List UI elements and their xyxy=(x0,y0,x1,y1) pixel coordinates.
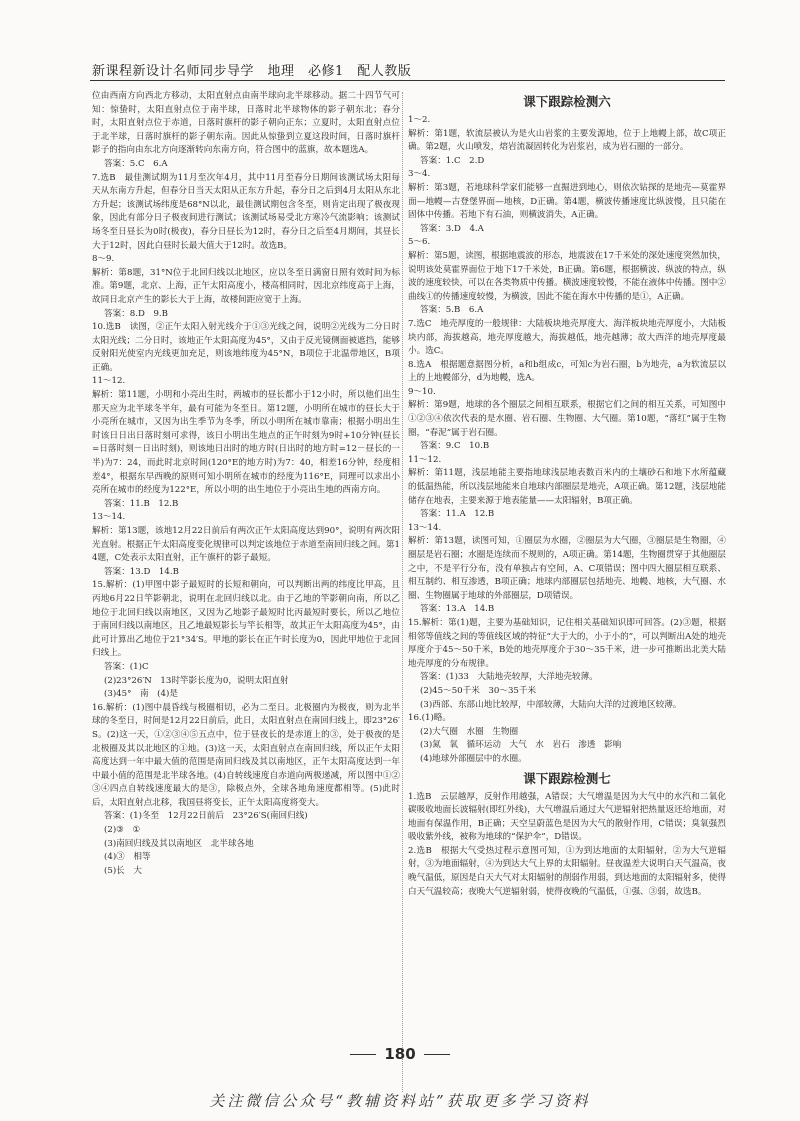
paragraph: (3)45° 南 (4)是 xyxy=(104,689,178,700)
paragraph: 5～6. xyxy=(408,237,431,248)
paragraph: 解析：第11题，小明和小亮出生时，两城市的昼长都小于12小时，所以他们出生那天应为北半球冬半年，最有可能为冬至日。第12题，小明所在城市的昼长大于小亮所在城市，又因为出生季节为冬季，所以小明所在城市靠南；根据小明出生时该日日出日落时刻可求得，该日小明出生地点的正午时刻为9时+10分钟(昼长=日落时刻－日出时刻)，则该地日出时的地方时(日出时的地方时=12－昼长的一半)为7：24，而此时北京时间(120°E的地方时)为7：40，相差16分钟，经度相差4°，根据东早西晚的原则可知小明所在城市的经度为116°E，同理可以求出小亮所在城市的经度为122°E，所以小明的出生地位于小亮出生地的西南方向。 xyxy=(92,390,400,496)
footer-note: 关注微信公众号“教辅资料站”获取更多学习资料 xyxy=(209,1092,591,1110)
paragraph: (3)氮 氧 循环运动 大气 水 岩石 渗透 影响 xyxy=(420,740,622,751)
section-six-body xyxy=(408,114,726,767)
right-column xyxy=(408,90,726,899)
paragraph: 答案：13.D 14.B xyxy=(104,566,179,577)
paragraph: 解析：第5题，读图，根据地震波的形态，地震波在17千米处的深处速度突然加快，说明该处莫霍界面位于地下17千米处，B正确。第6题，根据横波、纵波的特点，纵波的速度较快，可以在各类物质中传播。横波速度较慢，不能在液体中传播。图中②曲线①的传播速度较慢，为横波，因此不能在海水中传播的是①，A正确。 xyxy=(408,250,726,302)
paragraph: 答案：8.D 9.B xyxy=(104,308,168,319)
paragraph: 1～2. xyxy=(408,115,431,125)
paragraph: 13～14. xyxy=(92,512,126,523)
running-header: 新课程新设计名师同步导学 地理 必修1 配人教版 xyxy=(92,64,412,79)
paragraph: 16.解析：(1)图中晨昏线与极圈相切，必为二至日。北极圈内为极夜，则为北半球的冬至日，时间是12月22日前后，此日，太阳直射点在南回归线上，即23°26′S。(2)这一天，①②③④⑤五点中，位于昼夜长的是赤道上的③，处于极夜的是北极圈及其以北地区的①地。(3)这一天，太阳直射点在南回归线，所以正午太阳高度达到一年中最大值的范围是南回归线及其以南地区，正午太阳高度达到一年中最小值的范围是北半球各地。(4)自转线速度自赤道向两极递减，所以图中①②③④四点自转线速度最大的是③，除极点外，全球各地角速度都相等。(5)此时后，太阳直射点北移，我国昼将变长，正午太阳高度将变大。 xyxy=(92,702,400,808)
paragraph: 答案：(1)冬至 12月22日前后 23°26′S(南回归线) xyxy=(104,811,308,822)
paragraph: (2)45～50千米 30～35千米 xyxy=(420,685,537,696)
paragraph: 答案：5.B 6.A xyxy=(420,305,484,316)
paragraph: 答案：11.A 12.B xyxy=(420,509,495,520)
paragraph: 15.解析：第(1)题，主要为基础知识，记住相关基础知识即可回答。(2)③题，根据相邻等值线之间的等值线区域的特征“大于大的，小于小的”，可以判断出A处的地壳厚度介于45～50千米，B处的地壳厚度介于30～35千米，进一步可推断出北美大陆地壳厚度的分布规律。 xyxy=(408,617,726,669)
paragraph: 解析：第3题，若地球科学家们能够一直掘进到地心，则依次钻探的是地壳—莫霍界面—地幔—古登堡界面—地核，D正确。第4题，横波传播速度比纵波慢，且只能在固体中传播。若地下有石油，则横波消失，A正确。 xyxy=(408,182,726,221)
paragraph: 答案：11.B 12.B xyxy=(104,498,179,509)
paragraph: 答案：1.C 2.D xyxy=(420,155,485,166)
paragraph: 11～12. xyxy=(408,454,442,465)
paragraph: 10.选B 读图，②正午太阳入射光线介于①③光线之间，说明②光线为二分日时太阳光线；二分日时，该地正午太阳高度为45°，又由于反光镜侧面被遮挡，能够反射阳光使室内光线更加充足，则该地纬度为45°N，B项位于北温带地区，B项正确。 xyxy=(92,322,400,373)
paragraph: 解析：第1题，软流层被认为是火山岩浆的主要发源地，位于上地幔上部，故C项正确。第2题，火山喷发，熔岩流凝固转化为岩浆岩，成为岩石圈的一部分。 xyxy=(408,128,726,153)
paragraph: 答案：(1)33 大陆地壳较厚，大洋地壳较薄。 xyxy=(420,672,598,683)
paragraph: (4)③ 相等 xyxy=(104,852,151,863)
paragraph: 解析：第13题，读图可知，①圈层为水圈，②圈层为大气圈，③圈层是生物圈，④圈层是岩石圈；水圈是连续而不规则的，A项正确。第14题，生物圈贯穿于其他圈层之中，不是平行分布，没有单独占有空间，A、C项错误；图中四大圈层相互联系、相互制约、相互渗透，B项正确；地球内部圈层包括地壳、地幔、地核，大气圈、水圈、生物圈属于地球的外部圈层，D项错误。 xyxy=(408,536,726,601)
paragraph: (4)地球外部圈层中的水圈。 xyxy=(420,753,527,764)
paragraph: 位由西南方向西北方移动，太阳直射点由南半球向北半球移动。据二十四节气可知：惊蛰时，太阳直射点位于南半球，日落时北半球物体的影子朝东北；春分时，太阳直射点位于赤道，日落时旗杆的影子朝向正东；立夏时，太阳直射点位于北半球，日落时旗杆的影子朝东南。因此从惊蛰到立夏这段时间，日落时旗杆影子的指向由东北方向逐渐转向东南方向，符合图中的蓝旗，故本题选A。 xyxy=(92,91,400,156)
paragraph: 答案：3.D 4.A xyxy=(420,223,484,234)
paragraph: (2)23°26′N 13时竿影长度为0，说明太阳直射 xyxy=(104,675,289,686)
paragraph: 解析：第8题，31°N位于北回归线以北地区，应以冬至日满窗日照有效时间为标准。第9题，北京、上海，正午太阳高度小，楼高相同时，因北京纬度高于上海，故同日北京产生的影长大于上海，故楼间距应宽于上海。 xyxy=(92,267,400,305)
section-title-six: 课下跟踪检测六 xyxy=(523,94,611,109)
page-number: 180 xyxy=(0,1045,800,1063)
column-divider xyxy=(402,92,403,1092)
paragraph: 解析：第9题，地球的各个圈层之间相互联系，根据它们之间的相互关系，可知图中①②③④依次代表的是水圈、岩石圈、生物圈、大气圈。第10题，“落红”属于生物圈，“春泥”属于岩石圈。 xyxy=(408,400,726,438)
paragraph: (2)③ ① xyxy=(104,825,141,836)
paragraph: 1.选B 云层越厚，反射作用越强，A错误；大气增温是因为大气中的水汽和二氧化碳吸收地面长波辐射(即红外线)，大气增温后通过大气逆辐射把热量返还给地面，对地面有保温作用，B正确；天空呈蔚蓝色是因为大气的散射作用，C错误；臭氧强烈吸收紫外线，被称为地球的“保护伞”，D错误。 xyxy=(408,791,726,843)
header-rule xyxy=(90,80,725,81)
paragraph: (5)长 大 xyxy=(104,865,142,876)
paragraph: (3)南回归线及其以南地区 北半球各地 xyxy=(104,838,254,849)
paragraph: 解析：第11题，浅层地能主要指地球浅层地表数百米内的土壤砂石和地下水所蕴藏的低温热能，所以浅层地能来自地球内部圈层是地壳，A项正确。第12题，浅层地能储存在地表，主要来源于地表能量——太阳辐射，B项正确。 xyxy=(408,468,726,506)
paragraph: 答案：5.C 6.A xyxy=(104,158,168,169)
paragraph: 8.选A 根据题意据图分析，a和b组成c，可知c为岩石圈，b为地壳，a为软流层以上的上地幔部分，d为地幔，选A。 xyxy=(408,359,726,384)
paragraph: 2.选B 根据大气受热过程示意图可知，①为到达地面的太阳辐射，②为大气逆辐射，③为地面辐射，④为到达大气上界的太阳辐射。昼夜温差大说明白天气温高，夜晚气温低，原因是白天大气对太阳辐射的削弱作用弱，到达地面的太阳辐射多，使得白天气温较高；夜晚大气逆辐射弱，使得夜晚的气温低，①强、③弱，故选B。 xyxy=(408,845,726,897)
paragraph: 11～12. xyxy=(92,376,126,387)
paragraph: 8～9. xyxy=(92,254,115,265)
left-column xyxy=(92,90,400,878)
paragraph: 答案：9.C 10.B xyxy=(420,441,490,452)
paragraph: 15.解析：(1)甲图中影子最短时的长短和朝向，可以判断出两的纬度比甲高，且丙地6月22日竿影朝北，说明在北回归线以北。由于乙地的竿影朝向南，所以乙地位于北回归线以南地区，又因为乙地影子最短时比丙最短时要长，所以乙地位于南回归线以南地区，且乙地最短影长与竿长相等，故其正午太阳高度为45°，由此可计算出乙地位于21°34′S。甲地的影长在正午时长度为0，因此甲地位于北回归线上。 xyxy=(92,580,400,659)
section-title-seven: 课下跟踪检测七 xyxy=(523,770,611,786)
paragraph: 答案：13.A 14.B xyxy=(420,604,495,615)
paragraph: 解析：第13题，该地12月22日前后有两次正午太阳高度达到90°，说明有两次阳光直射。根据正午太阳高度变化规律可以判定该地位于赤道至南回归线之间。第14题，C处表示太阳直射，正午旗杆的影子最短。 xyxy=(92,526,400,564)
section-seven-body xyxy=(408,791,726,900)
paragraph: 16.(1)略。 xyxy=(408,713,452,724)
paragraph: (2)大气圈 水圈 生物圈 xyxy=(420,726,519,737)
paragraph: 13～14. xyxy=(408,522,442,533)
paragraph: 7.选B 最佳测试期为11月至次年4月，其中11月至春分日期间该测试场太阳每天从东南方升起，但春分日当天太阳从正东方升起，春分日之后到4月太阳从东北方升起；该测试场纬度是68°N以北，最佳测试期包含冬至，则肯定出现了极夜现象，因此有部分日子极夜间进行测试；该测试场易受北方寒冷气流影响；该测试场冬至日昼长为0时(极夜)，春分日昼长为12时，春分日之后至4月期间，其昼长大于12时，因此白昼时长最大值大于12时。故选B。 xyxy=(92,172,400,251)
paragraph: 答案：(1)C xyxy=(104,661,149,672)
paragraph: (3)西部、东部山地比较厚，中部较薄，大陆向大洋的过渡地区较薄。 xyxy=(420,699,682,710)
paragraph: 3～4. xyxy=(408,169,431,180)
paragraph: 7.选C 地壳厚度的一般规律：大陆板块地壳厚度大、海洋板块地壳厚度小，大陆板块内部，海拔越高，地壳厚度越大，海拔越低，地壳越薄；故大西洋的地壳厚度最小。选C。 xyxy=(408,318,726,357)
paragraph: 9～10. xyxy=(408,386,436,397)
